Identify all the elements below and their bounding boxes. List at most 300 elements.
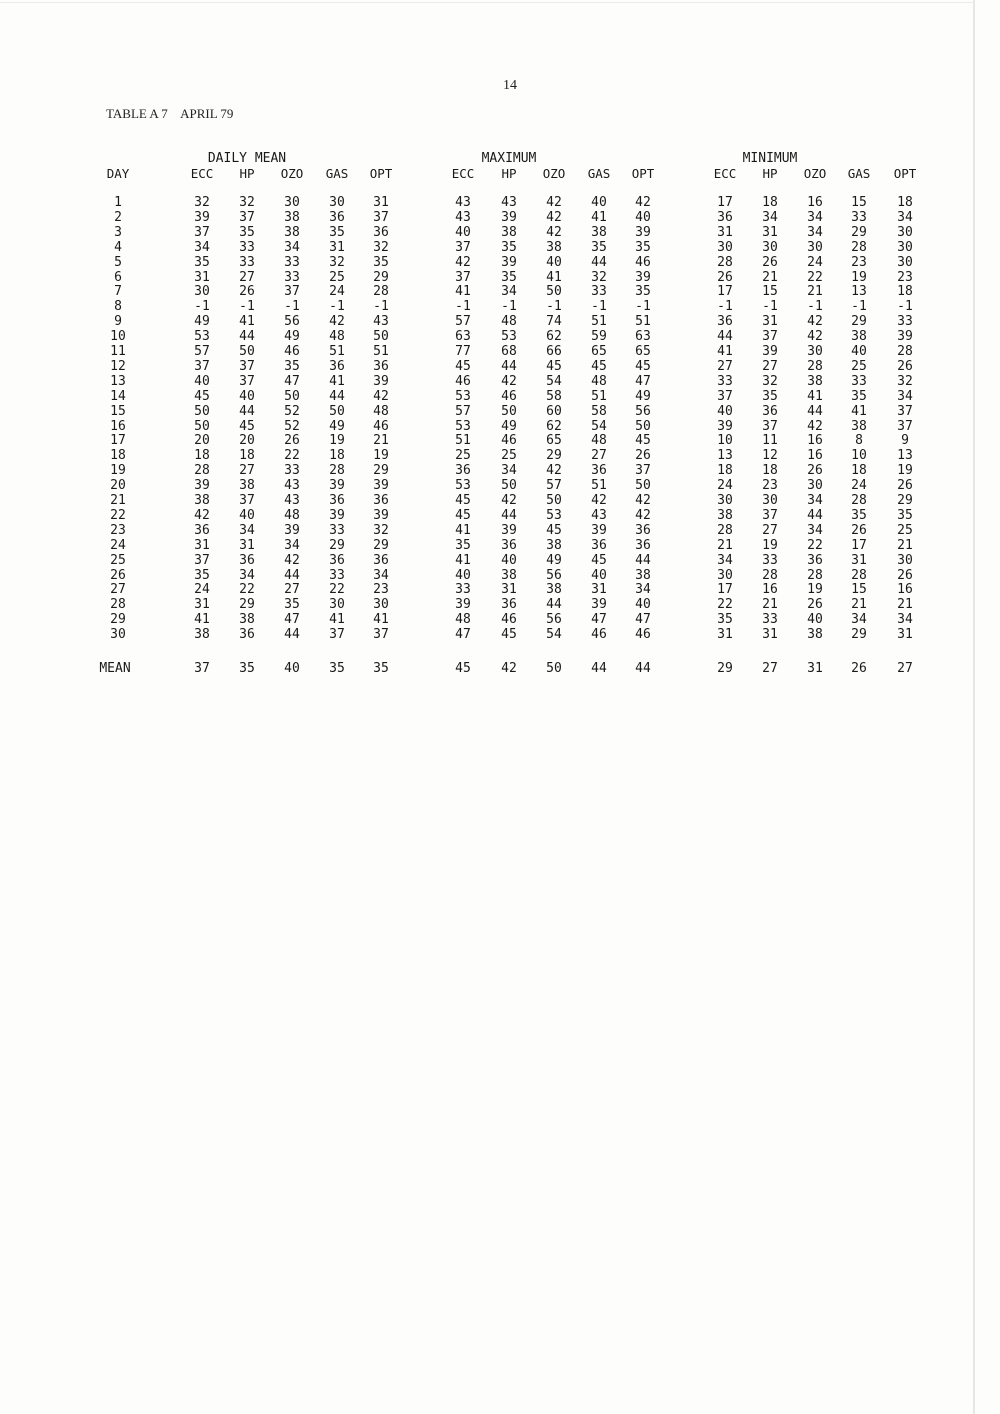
table-cell: 54 — [546, 627, 562, 643]
table-cell: 43 — [591, 507, 607, 523]
mean-cell: 50 — [546, 661, 562, 676]
table-cell: 26 — [807, 597, 823, 613]
day-column-header: DAY — [106, 166, 130, 181]
table-cell: 39 — [373, 478, 389, 494]
table-cell: 27 — [591, 448, 607, 464]
table-cell: 65 — [546, 433, 562, 449]
table-cell: 36 — [239, 627, 255, 643]
table-cell: 37 — [373, 627, 389, 643]
table-cell: 36 — [501, 537, 517, 553]
table-cell: 25 — [329, 269, 345, 285]
table-cell: 38 — [501, 224, 517, 240]
table-cell: 39 — [373, 507, 389, 523]
table-cell: 35 — [501, 269, 517, 285]
table-cell: 63 — [635, 329, 651, 345]
table-cell: 18 — [194, 448, 210, 464]
table-cell: 44 — [239, 329, 255, 345]
table-cell: 49 — [194, 314, 210, 330]
table-cell: 46 — [373, 418, 389, 434]
table-cell: 30 — [807, 478, 823, 494]
table-cell: 25 — [851, 358, 867, 374]
table-cell: 22 — [807, 537, 823, 553]
table-cell: 54 — [591, 418, 607, 434]
table-cell: 36 — [194, 522, 210, 538]
table-cell: 45 — [591, 358, 607, 374]
table-cell: 37 — [762, 418, 778, 434]
table-cell: 28 — [851, 493, 867, 508]
table-cell: 40 — [239, 388, 255, 404]
table-cell: 30 — [897, 239, 913, 255]
table-cell: 62 — [546, 329, 562, 345]
table-cell: 37 — [239, 373, 255, 389]
table-cell: 19 — [851, 269, 867, 285]
table-cell: 26 — [807, 463, 823, 479]
table-cell: 35 — [897, 507, 913, 523]
table-cell: 15 — [762, 284, 778, 300]
table-cell: 34 — [635, 582, 651, 598]
table-cell: 34 — [897, 612, 913, 628]
table-cell: 53 — [194, 329, 210, 345]
table-cell: 40 — [194, 373, 210, 389]
group-header: MAXIMUM — [481, 151, 537, 166]
table-cell: 57 — [455, 314, 471, 330]
table-cell: 47 — [635, 373, 651, 389]
table-cell: 30 — [329, 597, 345, 613]
table-cell: 42 — [546, 195, 562, 210]
table-cell: 23 — [762, 478, 778, 494]
table-cell: 43 — [455, 195, 471, 210]
day-cell: 7 — [114, 284, 122, 300]
table-cell: 54 — [546, 373, 562, 389]
table-cell: 27 — [762, 358, 778, 374]
table-cell: -1 — [501, 299, 517, 315]
table-cell: 37 — [329, 627, 345, 643]
day-cell: 30 — [110, 627, 126, 643]
table-cell: -1 — [329, 299, 345, 315]
table-cell: 28 — [807, 358, 823, 374]
table-cell: 28 — [762, 567, 778, 583]
table-cell: 36 — [635, 522, 651, 538]
table-cell: 41 — [455, 552, 471, 568]
table-cell: 35 — [455, 537, 471, 553]
table-cell: 28 — [851, 239, 867, 255]
table-cell: 49 — [329, 418, 345, 434]
table-cell: 32 — [373, 522, 389, 538]
table-cell: 21 — [851, 597, 867, 613]
table-cell: 31 — [717, 627, 733, 643]
table-cell: -1 — [851, 299, 867, 315]
table-cell: -1 — [807, 299, 823, 315]
table-cell: 15 — [851, 195, 867, 210]
table-cell: 66 — [546, 344, 562, 359]
table-cell: 44 — [546, 597, 562, 613]
table-cell: 33 — [717, 373, 733, 389]
table-cell: 30 — [762, 493, 778, 508]
table-cell: 32 — [762, 373, 778, 389]
table-cell: 63 — [455, 329, 471, 345]
table-cell: 27 — [762, 522, 778, 538]
column-header: OZO — [542, 166, 566, 181]
table-cell: 39 — [635, 224, 651, 240]
table-cell: 30 — [807, 344, 823, 359]
table-cell: 42 — [329, 314, 345, 330]
table-cell: 39 — [284, 522, 300, 538]
table-cell: 31 — [239, 537, 255, 553]
table-cell: 34 — [501, 284, 517, 300]
table-cell: 42 — [501, 373, 517, 389]
table-cell: 31 — [897, 627, 913, 643]
table-cell: 22 — [239, 582, 255, 598]
table-cell: 25 — [897, 522, 913, 538]
table-cell: 42 — [546, 224, 562, 240]
table-cell: 39 — [194, 209, 210, 225]
table-cell: 26 — [897, 358, 913, 374]
table-cell: 38 — [194, 493, 210, 508]
table-cell: 39 — [591, 522, 607, 538]
table-cell: 50 — [635, 418, 651, 434]
mean-cell: 44 — [591, 661, 607, 676]
table-cell: 39 — [635, 269, 651, 285]
page-edge-right — [973, 0, 975, 1414]
table-cell: 39 — [717, 418, 733, 434]
table-cell: 44 — [239, 403, 255, 419]
column-header: OZO — [280, 166, 304, 181]
table-cell: -1 — [373, 299, 389, 315]
table-cell: 47 — [635, 612, 651, 628]
table-cell: 28 — [851, 567, 867, 583]
table-cell: 12 — [762, 448, 778, 464]
column-header: OPT — [631, 166, 655, 181]
table-cell: 39 — [897, 329, 913, 345]
table-cell: 41 — [239, 314, 255, 330]
table-cell: 38 — [851, 329, 867, 345]
mean-cell: 44 — [635, 661, 651, 676]
table-cell: 38 — [239, 478, 255, 494]
table-cell: 33 — [851, 209, 867, 225]
table-cell: 51 — [373, 344, 389, 359]
table-cell: 33 — [239, 239, 255, 255]
table-cell: 36 — [762, 403, 778, 419]
table-cell: 38 — [635, 567, 651, 583]
day-cell: 18 — [110, 448, 126, 464]
table-cell: 40 — [455, 224, 471, 240]
table-cell: 41 — [546, 269, 562, 285]
table-cell: 23 — [897, 269, 913, 285]
table-cell: 31 — [501, 582, 517, 598]
table-cell: 29 — [851, 224, 867, 240]
table-cell: 19 — [373, 448, 389, 464]
mean-cell: 45 — [455, 661, 471, 676]
mean-cell: 35 — [329, 661, 345, 676]
mean-cell: 42 — [501, 661, 517, 676]
table-cell: 20 — [194, 433, 210, 449]
table-cell: 40 — [635, 209, 651, 225]
day-cell: 17 — [110, 433, 126, 449]
table-cell: 40 — [717, 403, 733, 419]
table-cell: 48 — [455, 612, 471, 628]
table-cell: 33 — [284, 254, 300, 270]
table-cell: 13 — [897, 448, 913, 464]
table-cell: 42 — [455, 254, 471, 270]
table-cell: 40 — [546, 254, 562, 270]
table-cell: 43 — [373, 314, 389, 330]
table-cell: 41 — [591, 209, 607, 225]
table-cell: 37 — [194, 224, 210, 240]
table-cell: 29 — [851, 314, 867, 330]
table-cell: 50 — [501, 403, 517, 419]
table-cell: 38 — [591, 224, 607, 240]
table-cell: 33 — [851, 373, 867, 389]
table-cell: 24 — [807, 254, 823, 270]
table-cell: 34 — [851, 612, 867, 628]
table-cell: 44 — [284, 567, 300, 583]
table-cell: 36 — [373, 224, 389, 240]
table-cell: 18 — [329, 448, 345, 464]
table-cell: 46 — [635, 254, 651, 270]
table-cell: 45 — [194, 388, 210, 404]
table-cell: 45 — [455, 493, 471, 508]
table-cell: 34 — [807, 224, 823, 240]
table-cell: 33 — [329, 567, 345, 583]
table-cell: 37 — [717, 388, 733, 404]
table-cell: 10 — [717, 433, 733, 449]
table-cell: 58 — [546, 388, 562, 404]
table-cell: 38 — [546, 239, 562, 255]
table-cell: 43 — [501, 195, 517, 210]
table-cell: 49 — [546, 552, 562, 568]
table-cell: 29 — [373, 269, 389, 285]
table-cell: 37 — [897, 418, 913, 434]
table-cell: 33 — [455, 582, 471, 598]
day-cell: 11 — [110, 344, 126, 359]
table-cell: 36 — [373, 358, 389, 374]
table-cell: -1 — [897, 299, 913, 315]
group-header: DAILY MEAN — [207, 151, 287, 166]
table-cell: 34 — [239, 522, 255, 538]
table-cell: 48 — [284, 507, 300, 523]
table-cell: 36 — [591, 537, 607, 553]
column-header: HP — [239, 166, 255, 181]
table-cell: 44 — [635, 552, 651, 568]
table-cell: 33 — [897, 314, 913, 330]
table-cell: 46 — [591, 627, 607, 643]
table-cell: 24 — [329, 284, 345, 300]
mean-cell: 27 — [762, 661, 778, 676]
table-cell: 28 — [807, 567, 823, 583]
table-cell: 36 — [501, 597, 517, 613]
table-cell: 38 — [284, 209, 300, 225]
column-header: GAS — [325, 166, 349, 181]
table-cell: 48 — [591, 373, 607, 389]
day-cell: 20 — [110, 478, 126, 494]
table-cell: 33 — [239, 254, 255, 270]
table-cell: 22 — [329, 582, 345, 598]
table-cell: 37 — [635, 463, 651, 479]
table-cell: 40 — [635, 597, 651, 613]
table-cell: 21 — [762, 597, 778, 613]
table-cell: 30 — [717, 567, 733, 583]
page-edge-top — [0, 2, 975, 3]
table-cell: 18 — [717, 463, 733, 479]
table-cell: 36 — [329, 552, 345, 568]
table-cell: 38 — [717, 507, 733, 523]
table-cell: 18 — [897, 195, 913, 210]
table-cell: 45 — [635, 358, 651, 374]
table-cell: 44 — [284, 627, 300, 643]
table-cell: 11 — [762, 433, 778, 449]
table-cell: 31 — [762, 224, 778, 240]
table-cell: -1 — [194, 299, 210, 315]
table-cell: 34 — [807, 209, 823, 225]
table-cell: 32 — [239, 195, 255, 210]
table-cell: 32 — [591, 269, 607, 285]
table-cell: 39 — [373, 373, 389, 389]
table-cell: 38 — [546, 582, 562, 598]
table-cell: 24 — [851, 478, 867, 494]
table-cell: 27 — [284, 582, 300, 598]
table-cell: 37 — [194, 552, 210, 568]
table-cell: 31 — [194, 269, 210, 285]
table-cell: 33 — [329, 522, 345, 538]
table-cell: 39 — [329, 507, 345, 523]
table-cell: 47 — [284, 612, 300, 628]
table-cell: 35 — [635, 284, 651, 300]
table-cell: 51 — [329, 344, 345, 359]
table-cell: 23 — [373, 582, 389, 598]
table-cell: 29 — [239, 597, 255, 613]
table-cell: 38 — [501, 567, 517, 583]
table-cell: 37 — [239, 358, 255, 374]
table-cell: 36 — [717, 314, 733, 330]
table-cell: 10 — [851, 448, 867, 464]
table-cell: 36 — [807, 552, 823, 568]
table-cell: 41 — [373, 612, 389, 628]
day-cell: 9 — [114, 314, 122, 330]
table-cell: 41 — [455, 284, 471, 300]
table-cell: 17 — [851, 537, 867, 553]
table-cell: 53 — [501, 329, 517, 345]
table-cell: 30 — [373, 597, 389, 613]
table-cell: 46 — [284, 344, 300, 359]
table-cell: 44 — [329, 388, 345, 404]
table-cell: 35 — [194, 254, 210, 270]
table-cell: 27 — [239, 269, 255, 285]
table-cell: 35 — [284, 358, 300, 374]
table-cell: 44 — [501, 507, 517, 523]
table-cell: 60 — [546, 403, 562, 419]
table-cell: 65 — [591, 344, 607, 359]
table-cell: 31 — [851, 552, 867, 568]
table-cell: 28 — [373, 284, 389, 300]
table-cell: 38 — [807, 627, 823, 643]
table-cell: 19 — [807, 582, 823, 598]
table-cell: 47 — [591, 612, 607, 628]
table-cell: 32 — [194, 195, 210, 210]
table-cell: 26 — [635, 448, 651, 464]
table-cell: 39 — [455, 597, 471, 613]
table-cell: 49 — [284, 329, 300, 345]
table-cell: 35 — [373, 254, 389, 270]
table-cell: 22 — [807, 269, 823, 285]
table-cell: 31 — [762, 627, 778, 643]
table-cell: 45 — [501, 627, 517, 643]
table-cell: 20 — [239, 433, 255, 449]
table-cell: -1 — [591, 299, 607, 315]
table-cell: 38 — [239, 612, 255, 628]
table-cell: 40 — [501, 552, 517, 568]
table-cell: 15 — [851, 582, 867, 598]
column-header: HP — [762, 166, 778, 181]
table-cell: 41 — [851, 403, 867, 419]
table-cell: 32 — [897, 373, 913, 389]
table-cell: 41 — [455, 522, 471, 538]
table-cell: 33 — [284, 269, 300, 285]
table-cell: 47 — [455, 627, 471, 643]
table-cell: 29 — [546, 448, 562, 464]
table-cell: 21 — [373, 433, 389, 449]
table-cell: 44 — [717, 329, 733, 345]
table-cell: 56 — [546, 567, 562, 583]
table-cell: 42 — [194, 507, 210, 523]
table-cell: 56 — [635, 403, 651, 419]
table-cell: 35 — [239, 224, 255, 240]
table-cell: 26 — [762, 254, 778, 270]
table-cell: 26 — [897, 478, 913, 494]
table-cell: 30 — [897, 254, 913, 270]
table-cell: 38 — [284, 224, 300, 240]
table-cell: 37 — [762, 507, 778, 523]
table-cell: 34 — [807, 522, 823, 538]
mean-cell: 31 — [807, 661, 823, 676]
table-cell: 33 — [762, 612, 778, 628]
table-cell: 51 — [455, 433, 471, 449]
day-cell: 3 — [114, 224, 122, 240]
table-cell: 39 — [762, 344, 778, 359]
table-cell: 19 — [897, 463, 913, 479]
table-cell: 30 — [897, 224, 913, 240]
table-cell: 52 — [284, 418, 300, 434]
table-cell: 43 — [284, 478, 300, 494]
table-cell: 36 — [373, 552, 389, 568]
table-cell: 29 — [897, 493, 913, 508]
table-cell: 45 — [455, 358, 471, 374]
table-cell: 22 — [284, 448, 300, 464]
table-cell: 43 — [455, 209, 471, 225]
table-cell: 31 — [194, 597, 210, 613]
table-cell: 32 — [329, 254, 345, 270]
table-cell: 50 — [546, 284, 562, 300]
table-cell: 37 — [239, 493, 255, 508]
table-cell: 57 — [546, 478, 562, 494]
table-cell: 32 — [373, 239, 389, 255]
table-cell: 22 — [717, 597, 733, 613]
table-cell: 53 — [455, 388, 471, 404]
table-cell: 30 — [329, 195, 345, 210]
table-cell: 30 — [807, 239, 823, 255]
table-cell: 42 — [635, 195, 651, 210]
table-cell: 35 — [762, 388, 778, 404]
table-cell: 57 — [194, 344, 210, 359]
table-cell: 37 — [284, 284, 300, 300]
table-cell: 50 — [284, 388, 300, 404]
table-cell: 13 — [851, 284, 867, 300]
table-cell: 39 — [501, 209, 517, 225]
table-cell: 33 — [284, 463, 300, 479]
table-cell: 44 — [807, 507, 823, 523]
table-cell: 42 — [284, 552, 300, 568]
table-cell: 39 — [194, 478, 210, 494]
column-header: OZO — [803, 166, 827, 181]
